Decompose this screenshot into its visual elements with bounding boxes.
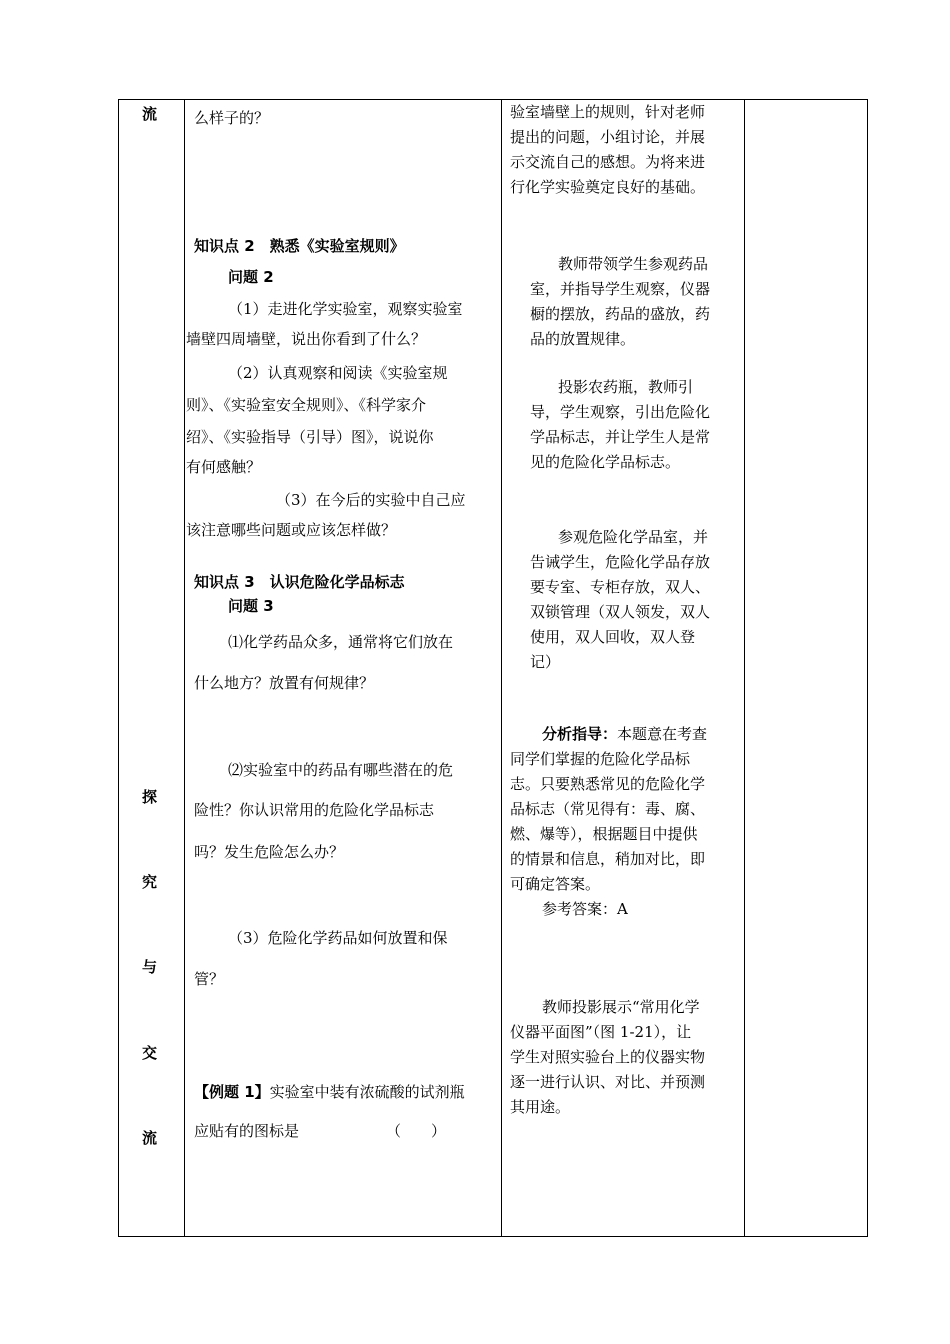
- example-1-text: 实验室中装有浓硫酸的试剂瓶: [269, 1083, 465, 1101]
- text-line: 告诫学生，危险化学品存放: [530, 553, 711, 571]
- text-line: 同学们掌握的危险化学品标: [510, 750, 691, 768]
- stage-label-liu-top: 流: [142, 105, 158, 123]
- text-line: 其用途。: [510, 1098, 571, 1116]
- text-line: 教师带领学生参观药品: [558, 255, 709, 273]
- column-divider-1: [184, 99, 185, 1237]
- text-line: 验室墙壁上的规则，针对老师: [510, 103, 706, 121]
- stage-label-tan: 探: [142, 788, 158, 806]
- text-line: 险性？你认识常用的危险化学品标志: [194, 801, 435, 819]
- text-line: 教师投影展示“常用化学: [542, 998, 700, 1016]
- text-line: 吗？发生危险怎么办？: [194, 843, 345, 861]
- text-line: 参观危险化学品室，并: [558, 528, 709, 546]
- reference-answer: 参考答案：A: [542, 900, 628, 918]
- text-line: 学生对照实验台上的仪器实物: [510, 1048, 706, 1066]
- text-line: 见的危险化学品标志。: [530, 453, 681, 471]
- text-line: 使用，双人回收，双人登: [530, 628, 696, 646]
- stage-label-jiu: 究: [142, 873, 158, 891]
- table-bottom-border: [118, 1236, 868, 1237]
- text-line: 行化学实验奠定良好的基础。: [510, 178, 706, 196]
- column-divider-2: [501, 99, 502, 1237]
- text-line: 记）: [530, 653, 561, 671]
- text-line: 燃、爆等），根据题目中提供: [510, 825, 698, 843]
- text-line: 学品标志，并让学生人是常: [530, 428, 711, 446]
- text-line: 逐一进行认识、对比、并预测: [510, 1073, 706, 1091]
- text-line: 有何感触？: [186, 458, 262, 476]
- text-line: 管？: [194, 970, 225, 988]
- text-line: ⑵实验室中的药品有哪些潜在的危: [228, 761, 454, 779]
- text-line: 则》、《实验室安全规则》、《科学家介: [186, 396, 427, 414]
- text-line: 导，学生观察，引出危险化: [530, 403, 711, 421]
- stage-label-yu: 与: [142, 958, 158, 976]
- table-border-right: [867, 99, 868, 1237]
- text-line: 橱的摆放，药品的盛放，药: [530, 305, 711, 323]
- text-line: 什么地方？放置有何规律？: [194, 674, 375, 692]
- knowledge-point-2-heading: 知识点 2 熟悉《实验室规则》: [194, 237, 405, 255]
- text-line: 品的放置规律。: [530, 330, 636, 348]
- question-2-heading: 问题 2: [228, 268, 274, 286]
- text-line: （1）走进化学实验室，观察实验室: [228, 300, 463, 318]
- text-line: 仪器平面图”（图 1-21），让: [510, 1023, 692, 1041]
- analysis-line: [542, 721, 707, 747]
- text-line: ⑴化学药品众多，通常将它们放在: [228, 633, 454, 651]
- text-line: 双锁管理（双人领发，双人: [530, 603, 711, 621]
- example-1-label: 【例题 1】: [194, 1083, 270, 1101]
- stage-label-liu-bottom: 流: [142, 1129, 158, 1147]
- text-line: 绍》、《实验指导（引导）图》，说说你: [186, 428, 434, 446]
- text-line: 的情景和信息，稍加对比，即: [510, 850, 706, 868]
- table-border-left: [118, 99, 119, 1237]
- text-line: 投影农药瓶，教师引: [558, 378, 694, 396]
- question-3-heading: 问题 3: [228, 597, 274, 615]
- text-line: （2）认真观察和阅读《实验室规: [228, 364, 448, 382]
- text-line: 示交流自己的感想。为将来进: [510, 153, 706, 171]
- stage-label-jiao: 交: [142, 1044, 158, 1062]
- answer-blank: （ ）: [386, 1122, 447, 1140]
- text-line: 么样子的？: [194, 109, 270, 127]
- text-line: 该注意哪些问题或应该怎样做？: [186, 521, 397, 539]
- text-line: （3）在今后的实验中自己应: [276, 491, 466, 509]
- text-line: 室，并指导学生观察，仪器: [530, 280, 711, 298]
- analysis-text: 本题意在考查: [617, 725, 708, 743]
- analysis-label: 分析指导：: [542, 725, 618, 743]
- text-line: 可确定答案。: [510, 875, 601, 893]
- text-line: 墙壁四周墙壁，说出你看到了什么？: [186, 330, 427, 348]
- remarks-column: [745, 100, 866, 1235]
- text-line: 要专室、专柜存放，双人、: [530, 578, 711, 596]
- text-line: 志。只要熟悉常见的危险化学: [510, 775, 706, 793]
- knowledge-point-3-heading: 知识点 3 认识危险化学品标志: [194, 573, 405, 591]
- text-line: 应贴有的图标是: [194, 1122, 300, 1140]
- example-1-line: [194, 1079, 465, 1105]
- lesson-table: [118, 99, 868, 1237]
- text-line: （3）危险化学药品如何放置和保: [228, 929, 448, 947]
- text-line: 品标志（常见得有：毒、腐、: [510, 800, 706, 818]
- text-line: 提出的问题，小组讨论，并展: [510, 128, 706, 146]
